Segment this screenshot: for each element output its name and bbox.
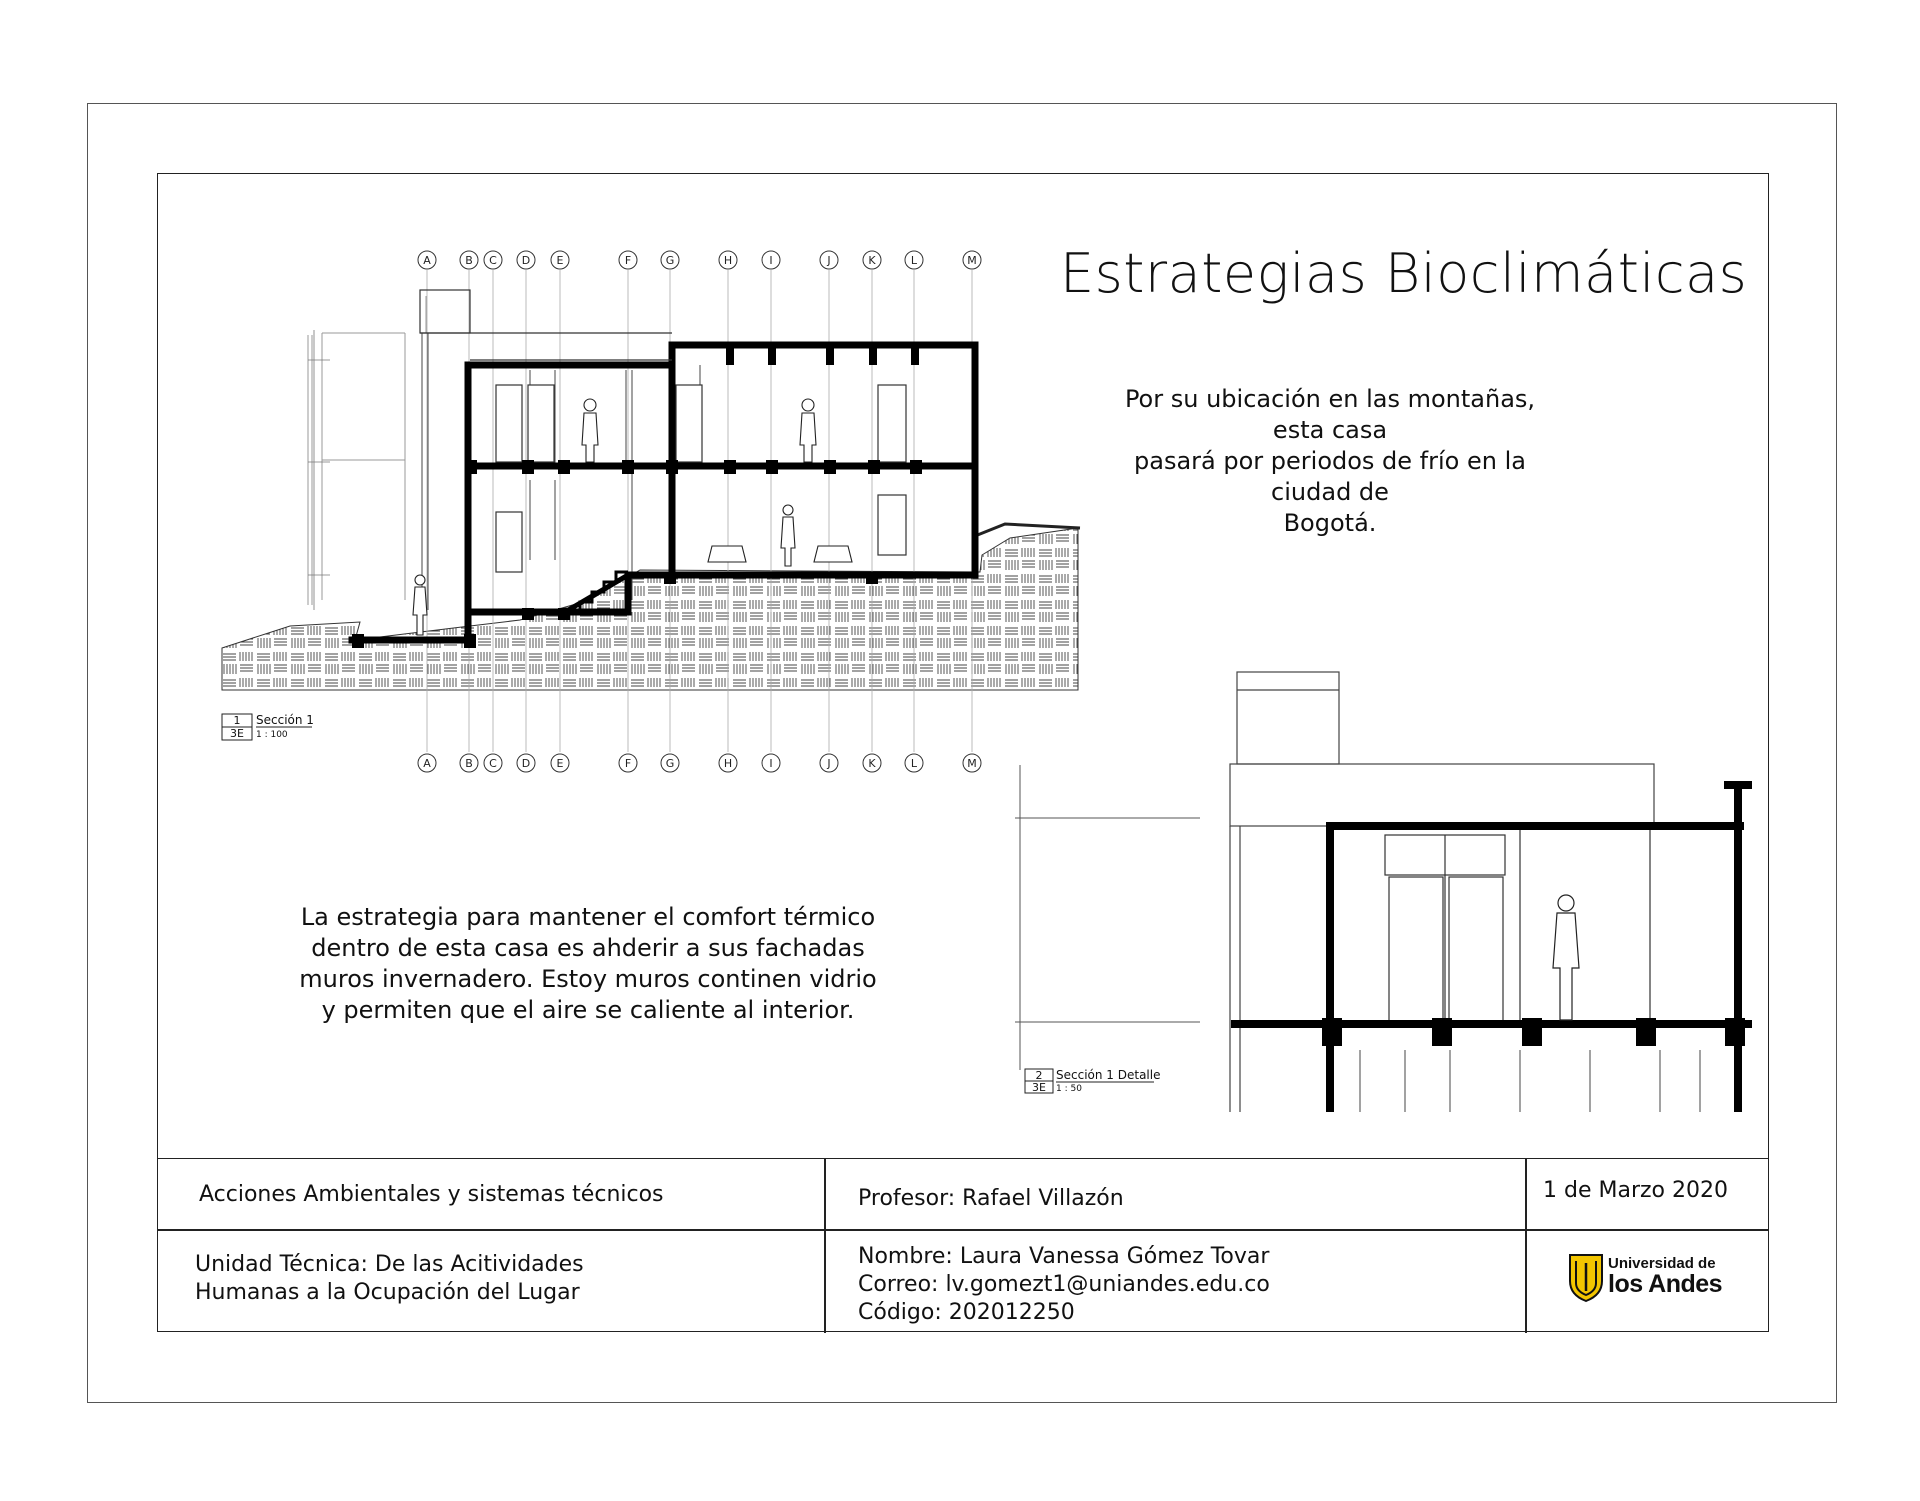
person-icon: [413, 575, 427, 635]
grid-label: M: [967, 757, 977, 770]
grid-label: K: [868, 254, 876, 267]
section-2-view-tag: [1025, 1068, 1160, 1094]
professor-name: Profesor: Rafael Villazón: [858, 1186, 1124, 1211]
strategy-line: La estrategia para mantener el comfort térmico: [300, 903, 876, 931]
doors: [496, 385, 906, 572]
intro-line: Bogotá.: [1283, 509, 1377, 537]
detail-lower-lines: [1360, 1050, 1700, 1112]
grid-bubbles-bottom: [418, 754, 981, 772]
sheet-date: 1 de Marzo 2020: [1543, 1178, 1728, 1203]
grid-label: D: [521, 254, 531, 267]
logo-line: los Andes: [1608, 1270, 1723, 1298]
view-tag-name: Sección 1: [256, 713, 314, 727]
strategy-line: muros invernadero. Estoy muros continen vidrio: [299, 965, 877, 993]
student-code: Código: 202012250: [858, 1300, 1075, 1325]
ground-hatch: [222, 528, 1078, 690]
grid-label: A: [423, 757, 431, 770]
grid-label: H: [723, 254, 733, 267]
section-1-detail-drawing: [1015, 672, 1748, 1112]
view-tag-scale: 1 : 100: [256, 730, 288, 740]
detail-dimension-line: [1015, 765, 1200, 1070]
grid-label: J: [827, 757, 831, 770]
grid-label: F: [624, 254, 632, 267]
intro-line: pasará por periodos de frío en la ciudad de: [1134, 447, 1526, 506]
grid-label: K: [868, 757, 876, 770]
unit-line: Unidad Técnica: De las Acitividades: [195, 1252, 584, 1277]
intro-line: Por su ubicación en las montañas, esta casa: [1124, 385, 1536, 444]
section-1-dimension-line: [308, 330, 330, 610]
unit-line: Humanas a la Ocupación del Lugar: [195, 1280, 580, 1305]
grid-label: D: [521, 757, 531, 770]
left-neighbour-outline: [308, 290, 470, 605]
view-tag-sheet: 3E: [1032, 1081, 1046, 1094]
grid-bubbles-top: [418, 251, 981, 269]
student-name: Nombre: Laura Vanessa Gómez Tovar: [858, 1244, 1270, 1269]
chair-icon: [708, 546, 746, 562]
detail-doors: [1385, 826, 1650, 1022]
view-tag-scale: 1 : 50: [1056, 1084, 1082, 1094]
grid-label: H: [723, 757, 733, 770]
university-shield-icon: [1566, 1253, 1606, 1303]
grid-label: I: [769, 757, 773, 770]
strategy-line: y permiten que el aire se caliente al interior.: [321, 996, 855, 1024]
furniture-icons: [708, 546, 852, 562]
title-block-divider: [824, 1159, 826, 1333]
upper-volume: [420, 290, 672, 360]
grid-label: J: [827, 254, 831, 267]
person-icon: [800, 399, 816, 462]
sheet-title: Estrategias Bioclimáticas: [1060, 242, 1748, 305]
view-tag-name: Sección 1 Detalle: [1056, 1068, 1161, 1082]
person-icon: [582, 399, 598, 462]
university-logo: [1566, 1253, 1726, 1303]
grid-label: C: [489, 254, 497, 267]
title-block-divider: [1525, 1159, 1527, 1333]
logo-line: Universidad de: [1608, 1255, 1716, 1272]
chair-icon: [814, 546, 852, 562]
grid-label: E: [556, 254, 564, 267]
student-email: Correo: lv.gomezt1@uniandes.edu.co: [858, 1272, 1270, 1297]
grid-label: E: [556, 757, 564, 770]
strategy-line: dentro de esta casa es ahderir a sus fachadas: [311, 934, 865, 962]
grid-label: L: [910, 757, 918, 770]
course-name: Acciones Ambientales y sistemas técnicos: [199, 1182, 664, 1207]
grid-label: G: [665, 254, 675, 267]
section-1-view-tag: [222, 713, 314, 740]
grid-label: M: [967, 254, 977, 267]
view-tag-number: 2: [1035, 1069, 1043, 1082]
view-tag-sheet: 3E: [230, 727, 244, 740]
grid-label: G: [665, 757, 675, 770]
section-1-drawing: [222, 251, 1080, 772]
title-block-divider: [157, 1229, 1769, 1231]
detail-person-icon: [1553, 895, 1579, 1020]
grid-label: C: [489, 757, 497, 770]
grid-label: L: [910, 254, 918, 267]
grid-label: A: [423, 254, 431, 267]
grid-label: F: [624, 757, 632, 770]
view-tag-number: 1: [233, 714, 241, 727]
grid-label: B: [465, 757, 473, 770]
title-block: [157, 1158, 1769, 1332]
grid-label: I: [769, 254, 773, 267]
grid-label: B: [465, 254, 473, 267]
person-icon: [781, 505, 795, 566]
